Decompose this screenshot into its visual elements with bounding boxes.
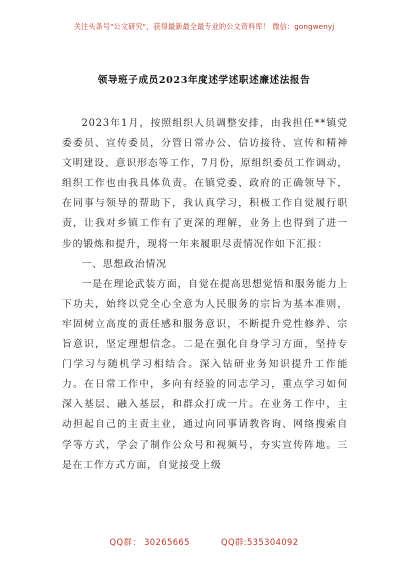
section-heading: 一、思想政治情况 (81, 258, 167, 270)
section-paragraph: 一是在理论武装方面，自觉在提高思想觉悟和服务能力上下功夫，始终以党全心全意为人民服务的宗旨为基本准则，牢固树立高度的责任感和服务意识，不断提升党性修养、宗旨意识，坚定理想信念。二是在强化自身学习方面，坚持专门学习与随机学习相结合。深入钻研业务知识提升工作能力。在日常工作中，多向有经验的同志学习，重点学习如何深入基层、融入基层，和群众打成一片。在业务工作中，主动担起自己的主责主业，通过向同事请教咨询、网络搜索自学等方式，学会了制作公众号和视频号，夯实宣传阵地。三是在工作方式方面，自觉接受上级 (62, 278, 348, 471)
document-title: 领导班子成员2023年度述学述职述廉述法报告 (97, 75, 311, 86)
footer-qq-group-2: QQ群:535304092 (220, 537, 299, 547)
intro-paragraph: 2023年1月，按照组织人员调整安排，由我担任**镇党委委员、宣传委员，分管日常办公、信访接待、宣传和精神文明建设、意识形态等工作，7月份，原组织委员工作调动，组织工作也由我具体负责。在镇党委、政府的正确领导下，在同事与领导的帮助下，我认真学习，积极工作自觉履行职责，让我对乡镇工作有了更深的理解，业务上也得到了进一步的锻炼和提升，现将一年来履职尽责情况作如下汇报： (62, 118, 348, 250)
header-banner: 关注头条号"公文研究"，获得最新最全最专业的公文资料库！ 微信：gongwenyj (73, 22, 335, 31)
footer-qq-group-1: QQ群： 30265665 (109, 537, 190, 547)
document-body (62, 114, 348, 476)
footer (0, 536, 408, 548)
